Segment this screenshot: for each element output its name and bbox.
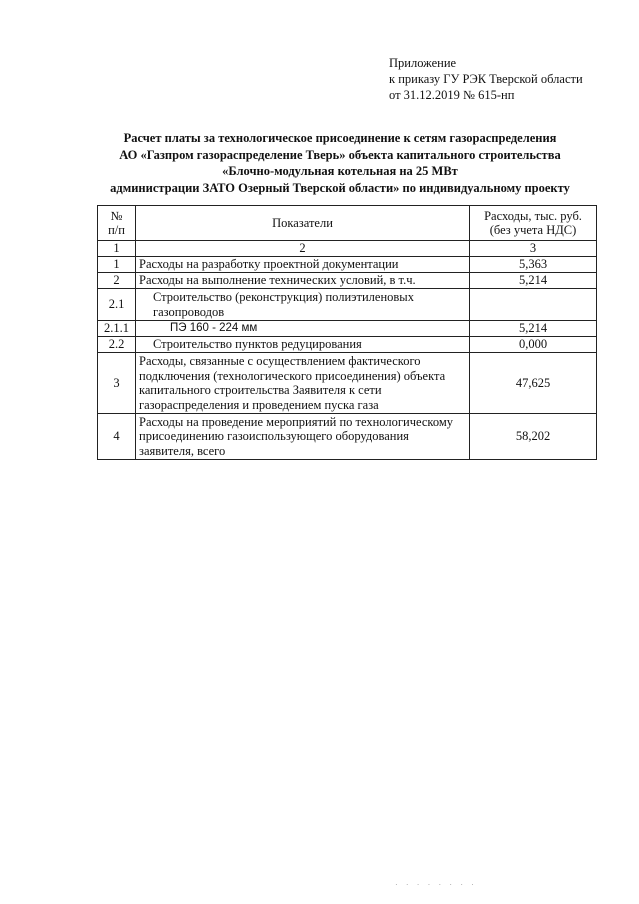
table-row xyxy=(98,337,597,353)
title-line: администрации ЗАТО Озерный Тверской области» по индивидуальному проекту xyxy=(110,180,570,195)
row-num: 2.1 xyxy=(98,289,136,321)
title-line: Расчет платы за технологическое присоединение к сетям газораспределения xyxy=(123,131,557,145)
title-line: «Блочно-модульная котельная на 25 МВт xyxy=(222,164,458,178)
row-name: ПЭ 160 - 224 мм xyxy=(136,321,470,337)
appendix-line: Приложение xyxy=(389,56,457,70)
header-value-line: (без учета НДС) xyxy=(489,223,577,237)
header-num-line: № xyxy=(110,208,123,223)
cost-table xyxy=(97,205,597,460)
row-name: Расходы на выполнение технических условий, в т.ч. xyxy=(136,273,470,289)
header-num-line: п/п xyxy=(108,223,125,237)
appendix-header xyxy=(389,55,583,103)
document-title xyxy=(90,130,590,196)
row-value xyxy=(470,289,597,321)
row-name: Расходы, связанные с осуществлением фактического подключения (технологического присоединения) объекта капитального строительства Заявителя к сети газораспределения и проведением пуска газа xyxy=(136,353,470,414)
title-line: АО «Газпром газораспределение Тверь» объекта капитального строительства xyxy=(119,147,561,162)
table-row xyxy=(98,289,597,321)
appendix-line: от 31.12.2019 № 615-нп xyxy=(389,88,515,102)
index-value: 3 xyxy=(470,241,597,257)
index-num: 1 xyxy=(98,241,136,257)
index-name: 2 xyxy=(136,241,470,257)
table-row xyxy=(98,273,597,289)
table-row xyxy=(98,257,597,273)
row-name: Строительство (реконструкция) полиэтиленовых газопроводов xyxy=(136,289,470,321)
header-num xyxy=(98,206,136,241)
table-index-row xyxy=(98,241,597,257)
row-value: 5,363 xyxy=(470,257,597,273)
header-name: Показатели xyxy=(136,206,470,241)
table-row xyxy=(98,321,597,337)
row-num: 3 xyxy=(98,353,136,414)
row-value: 5,214 xyxy=(470,321,597,337)
row-name: Строительство пунктов редуцирования xyxy=(136,337,470,353)
row-name: Расходы на разработку проектной документации xyxy=(136,257,470,273)
table-row xyxy=(98,414,597,460)
row-num: 2.2 xyxy=(98,337,136,353)
table-header-row xyxy=(98,206,597,241)
row-num: 4 xyxy=(98,414,136,460)
row-value: 58,202 xyxy=(470,414,597,460)
row-num: 1 xyxy=(98,257,136,273)
scan-noise-marks: · · · · · · · · xyxy=(395,880,477,889)
row-value: 47,625 xyxy=(470,353,597,414)
row-name: Расходы на проведение мероприятий по технологическому присоединению газоиспользующего оборудования заявителя, всего xyxy=(136,414,470,460)
row-num: 2 xyxy=(98,273,136,289)
header-value xyxy=(470,206,597,241)
header-value-line: Расходы, тыс. руб. xyxy=(484,208,582,223)
row-value: 5,214 xyxy=(470,273,597,289)
row-num: 2.1.1 xyxy=(98,321,136,337)
table-row xyxy=(98,353,597,414)
row-value: 0,000 xyxy=(470,337,597,353)
appendix-line: к приказу ГУ РЭК Тверской области xyxy=(389,72,583,86)
